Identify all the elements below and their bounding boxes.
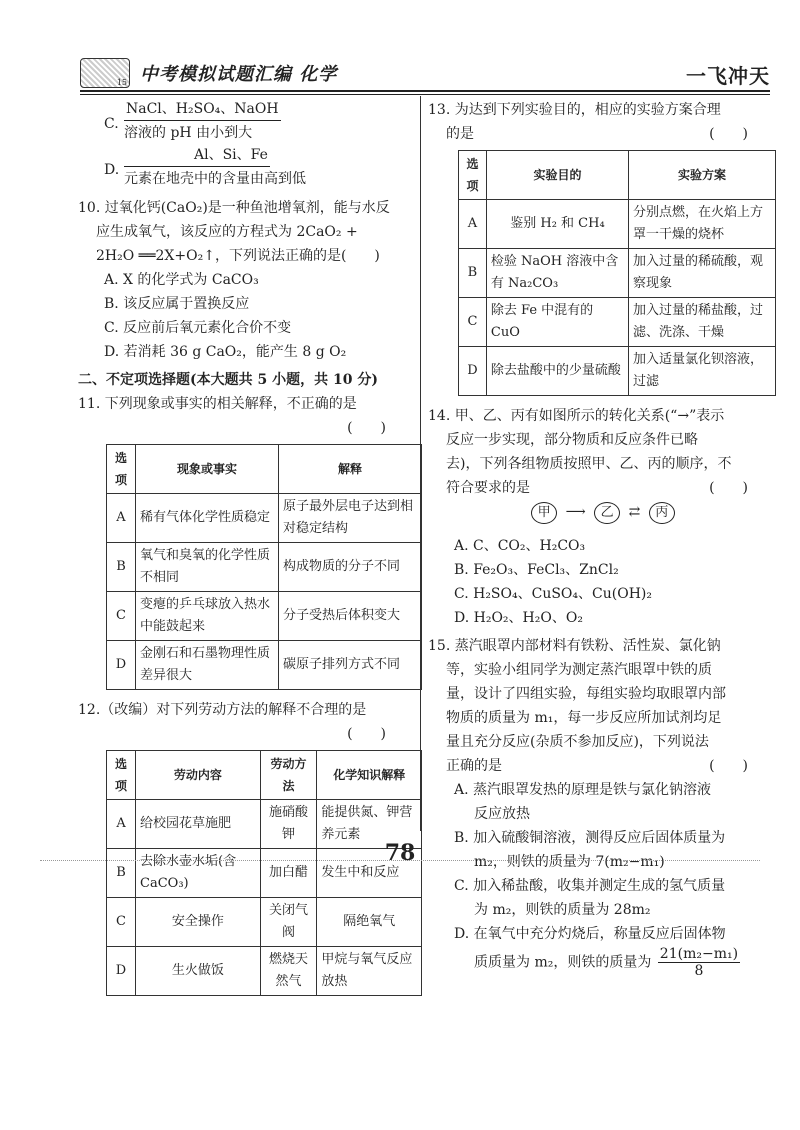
- q10-stem: 10. 过氧化钙(CaO₂)是一种鱼池增氧剂，能与水反: [78, 200, 390, 216]
- q15-option-d: D. 在氧气中充分灼烧后，称量反应后固体物: [454, 926, 726, 942]
- q15-option-c: C. 加入稀盐酸，收集并测定生成的氢气质量: [454, 878, 726, 894]
- table-row: B 氧气和臭氧的化学性质不相同 构成物质的分子不同: [107, 543, 422, 592]
- table-row: B 检验 NaOH 溶液中含有 Na₂CO₃ 加入过量的稀硫酸，观察现象: [459, 249, 776, 298]
- q10-option-b: B. 该反应属于置换反应: [104, 296, 250, 312]
- table-row: A 鉴别 H₂ 和 CH₄ 分别点燃，在火焰上方罩一干燥的烧杯: [459, 200, 776, 249]
- arrow-right-icon: ⟶: [565, 504, 586, 520]
- table-row: A 给校园花草施肥 施硝酸钾 能提供氮、钾营养元素: [107, 800, 422, 849]
- table-row: B 去除水壶水垢(含 CaCO₃) 加白醋 发生中和反应: [107, 849, 422, 898]
- table-row: D 金刚石和石墨物理性质差异很大 碳原子排列方式不同: [107, 641, 422, 690]
- q10-option-d: D. 若消耗 36 g CaO₂，能产生 8 g O₂: [104, 344, 347, 360]
- right-column: 13. 为达到下列实验目的，相应的实验方案合理 的是 ( ) 选项 实验目的 实验方案 A 鉴别 H₂ 和 CH₄ 分别点燃，在火焰上方罩一干燥的烧杯 B 检验 NaOH 溶液中含有 Na₂CO₃ 加入过量的稀硫酸，观察现象 C 除去 Fe 中混有的 CuO 加入过量的稀盐酸，过滤、洗涤、干燥 D 除去盐酸中的少量硫酸 加入适量氯化钡溶液，过滤 14. 甲、乙、丙有如图所示的转化关系(“→”表示 反应一步实现，部分物质和反应条件已略 去)，下列各组物质按照甲、乙、丙的顺序，不 符合要求的是 ( ) 甲 ⟶ 乙 ⇄ 丙 A. C、CO₂、H₂CO₃ B. Fe₂O₃、FeCl₃、ZnCl₂ C. H₂SO₄、CuSO₄、Cu(OH)₂ D. H₂O₂、H₂O、O₂ 15. 蒸汽眼罩内部材料有铁粉、活性炭、氯化钠 等，实验小组同学为测定蒸汽眼罩中铁的质 量，设计了四组实验，每组实验均取眼罩内部 物质的质量为 m₁，每一步反应所加试剂均足 量且充分反应(杂质不参加反应)，下列说法 正确的是 ( ) A. 蒸汽眼罩发热的原理是铁与氯化钠溶液 反应放热 B. 加入硫酸铜溶液，测得反应后固体质量为 m₂，则铁的质量为 7(m₂−m₁) C. 加入稀盐酸，收集并测定生成的氢气质量 为 m₂，则铁的质量为 28m₂ D. 在氧气中充分灼烧后，称量反应后固体物 质质量为 m₂，则铁的质量为 $\frac{\text{21(m₂−m₁)}}{8}$: [428, 98, 778, 982]
- conversion-diagram: [428, 500, 778, 534]
- header-brand: 一飞冲天: [686, 64, 770, 88]
- q14-option-b: B. Fe₂O₃、FeCl₃、ZnCl₂: [454, 562, 619, 578]
- table-row: C 安全操作 关闭气阀 隔绝氧气: [107, 898, 422, 947]
- book-logo-icon: 15: [80, 58, 130, 88]
- q13-stem: 13. 为达到下列实验目的，相应的实验方案合理: [428, 102, 721, 118]
- table-row: D 除去盐酸中的少量硫酸 加入适量氯化钡溶液，过滤: [459, 347, 776, 396]
- table-row: D 生火做饭 燃烧天然气 甲烷与氧气反应放热: [107, 947, 422, 996]
- arrow-bidirectional-icon: ⇄: [628, 504, 641, 520]
- q12-table: 选项 劳动内容 劳动方法 化学知识解释 A 给校园花草施肥 施硝酸钾 能提供氮、钾营养元素 B 去除水壶水垢(含 CaCO₃) 加白醋 发生中和反应 C 安全操作 关闭气阀 隔绝氧气 D 生火做饭 燃烧天然气 甲烷与氧气反应放热: [106, 750, 422, 996]
- table-row: C 除去 Fe 中混有的 CuO 加入过量的稀盐酸，过滤、洗涤、干燥: [459, 298, 776, 347]
- node-bing: 丙: [649, 502, 675, 524]
- q14-option-a: A. C、CO₂、H₂CO₃: [454, 538, 586, 554]
- q15-option-a: A. 蒸汽眼罩发热的原理是铁与氯化钠溶液: [454, 782, 712, 798]
- page-header: [80, 52, 770, 92]
- q12-stem: 12.（改编）对下列劳动方法的解释不合理的是: [78, 702, 367, 718]
- q13-table: 选项 实验目的 实验方案 A 鉴别 H₂ 和 CH₄ 分别点燃，在火焰上方罩一干燥的烧杯 B 检验 NaOH 溶液中含有 Na₂CO₃ 加入过量的稀硫酸，观察现象 C 除去 Fe 中混有的 CuO 加入过量的稀盐酸，过滤、洗涤、干燥 D 除去盐酸中的少量硫酸 加入适量氯化钡溶液，过滤: [458, 150, 776, 396]
- node-yi: 乙: [594, 502, 620, 524]
- section-heading: 二、不定项选择题(本大题共 5 小题，共 10 分): [78, 372, 378, 388]
- q14-stem: 14. 甲、乙、丙有如图所示的转化关系(“→”表示: [428, 408, 725, 424]
- q9-option-d: D. Al、Si、Fe 元素在地壳中的含量由高到低: [78, 144, 416, 190]
- q10-option-a: A. X 的化学式为 CaCO₃: [104, 272, 259, 288]
- q15-stem: 15. 蒸汽眼罩内部材料有铁粉、活性炭、氯化钠: [428, 638, 721, 654]
- table-row: C 变瘪的乒乓球放入热水中能鼓起来 分子受热后体积变大: [107, 592, 422, 641]
- q10-option-c: C. 反应前后氧元素化合价不变: [104, 320, 292, 336]
- q11-table: 选项 现象或事实 解释 A 稀有气体化学性质稳定 原子最外层电子达到相对稳定结构 B 氧气和臭氧的化学性质不相同 构成物质的分子不同 C 变瘪的乒乓球放入热水中能鼓起来 分子受热后体积变大 D 金刚石和石墨物理性质差异很大 碳原子排列方式不同: [106, 444, 422, 690]
- q14-option-d: D. H₂O₂、H₂O、O₂: [454, 610, 583, 626]
- left-column: C. NaCl、H₂SO₄、NaOH 溶液的 pH 由小到大 D. Al、Si、Fe 元素在地壳中的含量由高到低 10. 过氧化钙(CaO₂)是一种鱼池增氧剂，能与水反 应生成氧气，该反应的方程式为 2CaO₂ + 2H₂O ══2X+O₂↑，下列说法正确的是( ) A. X 的化学式为 CaCO₃ B. 该反应属于置换反应 C. 反应前后氧元素化合价不变 D. 若消耗 36 g CaO₂，能产生 8 g O₂ 二、不定项选择题(本大题共 5 小题，共 10 分) 11. 下列现象或事实的相关解释，不正确的是 ( ) 选项 现象或事实 解释 A 稀有气体化学性质稳定 原子最外层电子达到相对稳定结构 B 氧气和臭氧的化学性质不相同 构成物质的分子不同 C 变瘪的乒乓球放入热水中能鼓起来 分子受热后体积变大 D 金刚石和石墨物理性质差异很大 碳原子排列方式不同 12.（改编）对下列劳动方法的解释不合理的是 ( ) 选项 劳动内容 劳动方法 化学知识解释 A 给校园花草施肥 施硝酸钾 能提供氮、钾营养元素 B 去除水壶水垢(含 CaCO₃) 加白醋 发生中和反应 C 安全操作 关闭气阀 隔绝氧气 D 生火做饭 燃烧天然气 甲烷与氧气反应放热: [78, 98, 416, 1002]
- q11-stem: 11. 下列现象或事实的相关解释，不正确的是: [78, 396, 357, 412]
- header-title: 中考模拟试题汇编 化学: [140, 64, 338, 85]
- q15-option-b: B. 加入硫酸铜溶液，测得反应后固体质量为: [454, 830, 726, 846]
- q14-option-c: C. H₂SO₄、CuSO₄、Cu(OH)₂: [454, 586, 652, 602]
- node-jia: 甲: [531, 502, 557, 524]
- table-row: A 稀有气体化学性质稳定 原子最外层电子达到相对稳定结构: [107, 494, 422, 543]
- q9-option-c: C. NaCl、H₂SO₄、NaOH 溶液的 pH 由小到大: [78, 98, 416, 144]
- page-number: 78: [384, 840, 416, 866]
